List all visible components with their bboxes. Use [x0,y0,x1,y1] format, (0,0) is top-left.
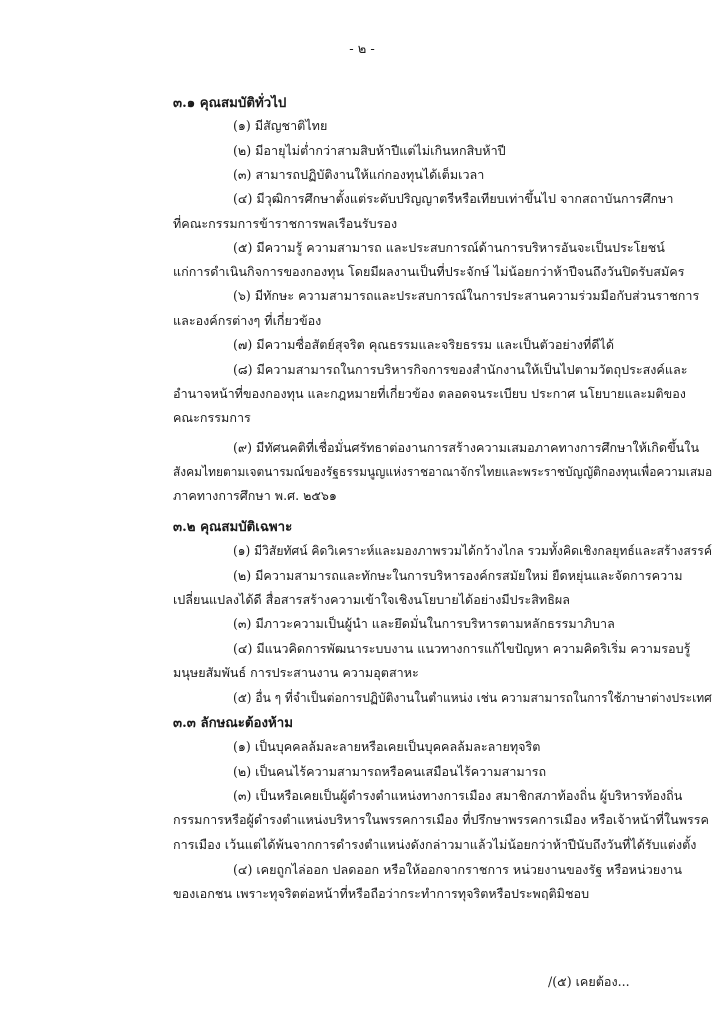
list-item: (๓) สามารถปฏิบัติงานให้แก่กองทุนได้เต็มเวลา [233,167,485,182]
section-heading-prohibited: ๓.๓ ลักษณะต้องห้าม [173,716,293,731]
list-item: (๓) มีภาวะความเป็นผู้นำ และยึดมั่นในการบริหารตามหลักธรรมาภิบาล [233,616,615,631]
list-item: (๘) มีความสามารถในการบริหารกิจการของสำนักงานให้เป็นไปตามวัตถุประสงค์และ [233,362,688,377]
list-item: (๗) มีความซื่อสัตย์สุจริต คุณธรรมและจริยธรรม และเป็นตัวอย่างที่ดีได้ [233,337,615,352]
list-item: (๒) มีอายุไม่ต่ำกว่าสามสิบห้าปีแต่ไม่เกินหกสิบห้าปี [233,143,506,158]
list-item: (๓) เป็นหรือเคยเป็นผู้ดำรงตำแหน่งทางการเมือง สมาชิกสภาท้องถิ่น ผู้บริหารท้องถิ่น [233,788,683,803]
list-item-continuation: การเมือง เว้นแต่ได้พ้นจากการดำรงตำแหน่งดังกล่าวมาแล้วไม่น้อยกว่าห้าปีนับถึงวันที่ได้รับแต่งตั้ง [173,837,697,852]
list-item-continuation: สังคมไทยตามเจตนารมณ์ของรัฐธรรมนูญแห่งราชอาณาจักรไทยและพระราชบัญญัติกองทุนเพื่อความเสมอ [173,464,713,479]
list-item: (๔) มีแนวคิดการพัฒนาระบบงาน แนวทางการแก้ไขปัญหา ความคิดริเริ่ม ความรอบรู้ [233,641,691,656]
list-item-continuation: ของเอกชน เพราะทุจริตต่อหน้าที่หรือถือว่ากระทำการทุจริตหรือประพฤติมิชอบ [173,886,590,901]
list-item: (๑) เป็นบุคคลล้มละลายหรือเคยเป็นบุคคลล้มละลายทุจริต [233,739,541,754]
page-number: - ๒ - [349,42,375,57]
list-item: (๔) มีวุฒิการศึกษาตั้งแต่ระดับปริญญาตรีหรือเทียบเท่าขึ้นไป จากสถาบันการศึกษา [233,191,674,206]
list-item-continuation: มนุษยสัมพันธ์ การประสานงาน ความอุตสาหะ [173,665,419,680]
list-item-continuation: และองค์กรต่างๆ ที่เกี่ยวข้อง [173,313,322,328]
list-item: (๖) มีทักษะ ความสามารถและประสบการณ์ในการประสานความร่วมมือกับส่วนราชการ [233,288,700,303]
section-heading-general: ๓.๑ คุณสมบัติทั่วไป [173,96,287,111]
section-heading-specific: ๓.๒ คุณสมบัติเฉพาะ [173,520,293,535]
list-item-continuation: อำนาจหน้าที่ของกองทุน และกฎหมายที่เกี่ยวข้อง ตลอดจนระเบียบ ประกาศ นโยบายและมติของ [173,386,686,401]
list-item-continuation: แก่การดำเนินกิจการของกองทุน โดยมีผลงานเป็นที่ประจักษ์ ไม่น้อยกว่าห้าปีจนถึงวันปิดรับสมัคร [173,264,685,279]
list-item: (๕) มีความรู้ ความสามารถ และประสบการณ์ด้านการบริหารอันจะเป็นประโยชน์ [233,240,665,255]
list-item: (๙) มีทัศนคติที่เชื่อมั่นศรัทธาต่องานการสร้างความเสมอภาคทางการศึกษาให้เกิดขึ้นใน [233,440,700,455]
list-item: (๑) มีวิสัยทัศน์ คิดวิเคราะห์และมองภาพรวมได้กว้างไกล รวมทั้งคิดเชิงกลยุทธ์และสร้างสรรค์ [233,543,712,558]
list-item-continuation: ที่คณะกรรมการข้าราชการพลเรือนรับรอง [173,216,398,231]
list-item-continuation: ภาคทางการศึกษา พ.ศ. ๒๕๖๑ [173,488,337,503]
list-item: (๑) มีสัญชาติไทย [233,118,328,133]
list-item: (๕) อื่น ๆ ที่จำเป็นต่อการปฏิบัติงานในตำแหน่ง เช่น ความสามารถในการใช้ภาษาต่างประเทศ [233,690,712,705]
list-item: (๔) เคยถูกไล่ออก ปลดออก หรือให้ออกจากราชการ หน่วยงานของรัฐ หรือหน่วยงาน [233,862,682,877]
list-item-continuation: กรรมการหรือผู้ดำรงตำแหน่งบริหารในพรรคการเมือง ที่ปรึกษาพรรคการเมือง หรือเจ้าหน้าที่ในพรรค [173,812,709,827]
list-item: (๒) เป็นคนไร้ความสามารถหรือคนเสมือนไร้ความสามารถ [233,764,547,779]
list-item-continuation: เปลี่ยนแปลงได้ดี สื่อสารสร้างความเข้าใจเชิงนโยบายได้อย่างมีประสิทธิผล [173,592,570,607]
page-continuation-footer: /(๕) เคยต้อง... [548,974,630,989]
list-item: (๒) มีความสามารถและทักษะในการบริหารองค์กรสมัยใหม่ ยืดหยุ่นและจัดการความ [233,568,683,583]
list-item-continuation: คณะกรรมการ [173,410,251,425]
